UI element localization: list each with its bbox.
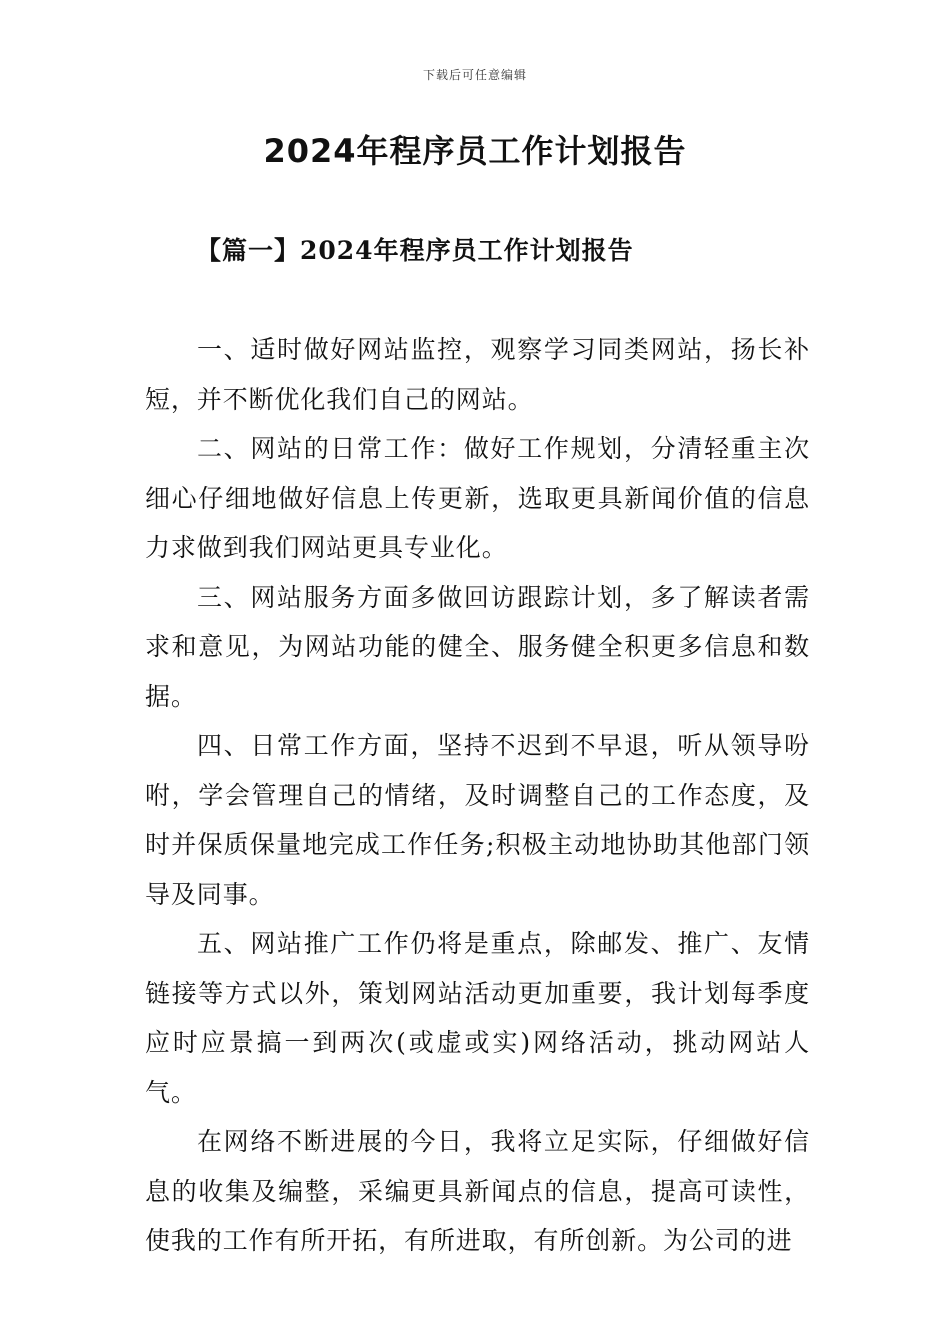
header-note: 下载后可任意编辑 xyxy=(422,68,527,82)
paragraph-2: 二、网站的日常工作：做好工作规划，分清轻重主次细心仔细地做好信息上传更新，选取更具新闻价值的信息力求做到我们网站更具专业化。 xyxy=(145,434,810,562)
paragraph-6: 在网络不断进展的今日，我将立足实际，仔细做好信息的收集及编整，采编更具新闻点的信息，提高可读性，使我的工作有所开拓，有所进取，有所创新。为公司的进 xyxy=(145,1127,810,1255)
document-body xyxy=(145,325,810,1266)
paragraph-5: 五、网站推广工作仍将是重点，除邮发、推广、友情链接等方式以外，策划网站活动更加重要，我计划每季度应时应景搞一到两次(或虚或实)网络活动，挑动网站人气。 xyxy=(145,929,810,1107)
document-title: 2024年程序员工作计划报告 xyxy=(263,132,687,170)
paragraph-4: 四、日常工作方面，坚持不迟到不早退，听从领导吩咐，学会管理自己的情绪，及时调整自己的工作态度，及时并保质保量地完成工作任务;积极主动地协助其他部门领导及同事。 xyxy=(145,731,810,909)
paragraph-1: 一、适时做好网站监控，观察学习同类网站，扬长补短，并不断优化我们自己的网站。 xyxy=(145,335,810,414)
section-heading: 【篇一】2024年程序员工作计划报告 xyxy=(196,236,634,265)
paragraph-3: 三、网站服务方面多做回访跟踪计划，多了解读者需求和意见，为网站功能的健全、服务健全积更多信息和数据。 xyxy=(145,582,810,711)
